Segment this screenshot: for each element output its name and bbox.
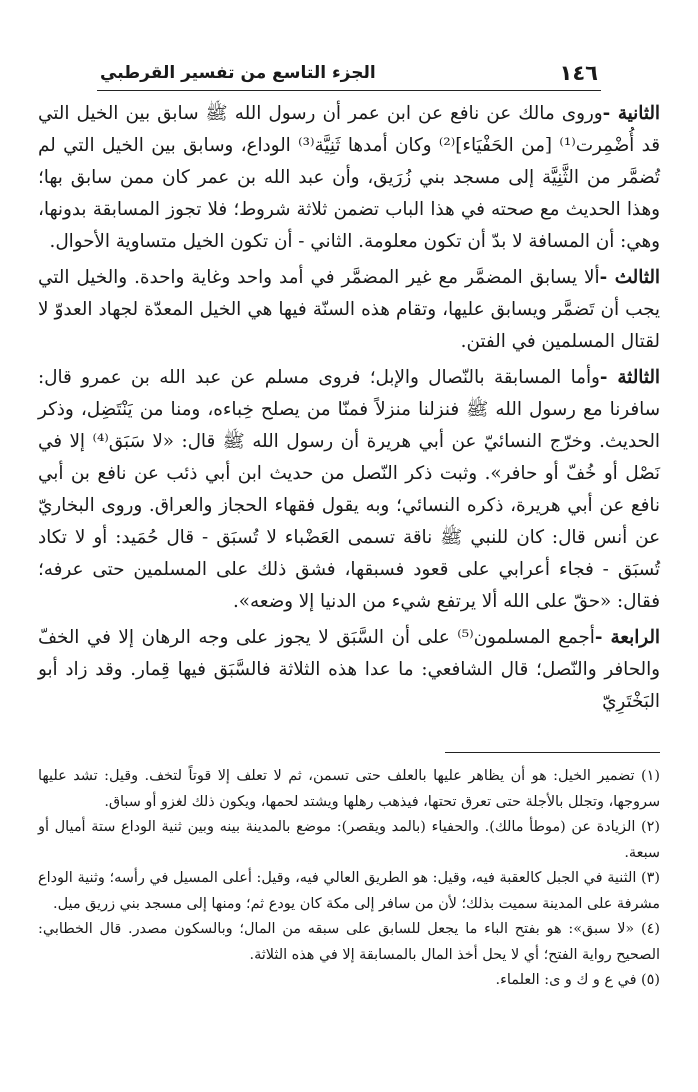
paragraph-lead: الثانية -	[602, 103, 660, 124]
header-rule	[97, 90, 601, 91]
footnote-3: (٣) الثنية في الجبل كالعقبة فيه، وقيل: هو الطريق العالي فيه، وقيل: أعلى المسيل في رأسه؛ وثنية الوداع مشرفة على المدينة سميت بذلك؛ لأن من سافر إلى مكة كان يودع ثم؛ ومنها إلى مسجد بني زريق ميل.	[38, 870, 660, 912]
paragraph-fourth	[38, 622, 660, 718]
paragraph-lead: الرابعة -	[594, 627, 661, 648]
footnotes	[38, 764, 660, 994]
footnote-2: (٢) الزيادة عن (موطأ مالك). والحفياء (بالمد ويقصر): موضع بالمدينة بينه وبين ثنية الوداع ستة أميال أو سبعة.	[38, 819, 660, 861]
page-header	[100, 58, 598, 88]
running-title: الجزء التاسع من تفسير القرطبي	[100, 63, 376, 83]
paragraph-lead: الثالث -	[599, 267, 660, 288]
footnote-4: (٤) «لا سبق»: هو بفتح الباء ما يجعل للسابق على سبقه من المال؛ وبالسكون مصدر. قال الخطابي: الصحيح رواية الفتح؛ أي لا يحل أخذ المال بالمسابقة إلا في هذه الثلاثة.	[38, 921, 660, 963]
paragraph-text: أجمع المسلمون⁽⁵⁾ على أن السَّبَق لا يجوز على وجه الرهان إلا في الخفّ والحافر والنّصل؛ قال الشافعي: ما عدا هذه الثلاثة فالسَّبَق فيها قِمار. وقد زاد أبو البَخْتَرِيّ	[38, 627, 660, 712]
page-number: ١٤٦	[559, 61, 598, 85]
paragraph-third-condition	[38, 262, 660, 358]
footnote-5: (٥) في ع و ك و ى: العلماء.	[495, 972, 660, 988]
main-text	[38, 98, 660, 722]
paragraph-second	[38, 98, 660, 258]
paragraph-text: وأما المسابقة بالنّصال والإبل؛ فروى مسلم عن عبد الله بن عمرو قال: سافرنا مع رسول الله ﷺ فنزلنا منزلاً فمنّا من يصلح خِباءه، ومنا من يَنْتَضِل، وذكر الحديث. وخرّج النسائيّ عن أبي هريرة أن رسول الله ﷺ قال: «لا سَبَق⁽⁴⁾ إلا في نَصْل أو خُفّ أو حافر». وثبت ذكر النّصل من حديث ابن أبي ذئب عن نافع بن أبي نافع عن أبي هريرة، ذكره النسائي؛ وبه يقول فقهاء الحجاز والعراق. وروى البخاريّ عن أنس قال: كان للنبي ﷺ ناقة تسمى العَضْباء لا تُسبَق - قال حُمَيد: أو لا تكاد تُسبَق - فجاء أعرابي على قعود فسبقها، فشق ذلك على المسلمين حتى عرفه؛ فقال: «حقّ على الله ألا يرتفع شيء من الدنيا إلا وضعه».	[38, 367, 661, 612]
paragraph-lead: الثالثة -	[599, 367, 661, 388]
footnote-rule	[445, 752, 660, 753]
paragraph-text: ألا يسابق المضمَّر مع غير المضمَّر في أمد واحد وغاية واحدة. والخيل التي يجب أن تَضمَّر ويسابق عليها، وتقام هذه السنّة فيها هي الخيل المعدّة لجهاد العدوّ لا لقتال المسلمين في الفتن.	[38, 267, 660, 352]
paragraph-third	[38, 362, 660, 618]
footnote-1: (١) تضمير الخيل: هو أن يظاهر عليها بالعلف حتى تسمن، ثم لا تعلف إلا قوتاً لتخف. وقيل: تشد عليها سروجها، وتجلل بالأجلة حتى تعرق تحتها، فيذهب رهلها ويشتد لحمها، ويكون ذلك لغزو أو سباق.	[38, 768, 660, 810]
paragraph-text: وروى مالك عن نافع عن ابن عمر أن رسول الله ﷺ سابق بين الخيل التي قد أُضْمِرت⁽¹⁾ [من الحَفْيَاء]⁽²⁾ وكان أمدها ثَنِيَّة⁽³⁾ الوداع، وسابق بين الخيل التي لم تُضمَّر من الثَّنِيَّة إلى مسجد بني زُرَيق، وأن عبد الله بن عمر كان ممن سابق بها؛ وهذا الحديث مع صحته في هذا الباب تضمن ثلاثة شروط؛ فلا تجوز المسابقة بدونها، وهي: أن المسافة لا بدّ أن تكون معلومة. الثاني - أن تكون الخيل متساوية الأحوال.	[38, 103, 660, 252]
